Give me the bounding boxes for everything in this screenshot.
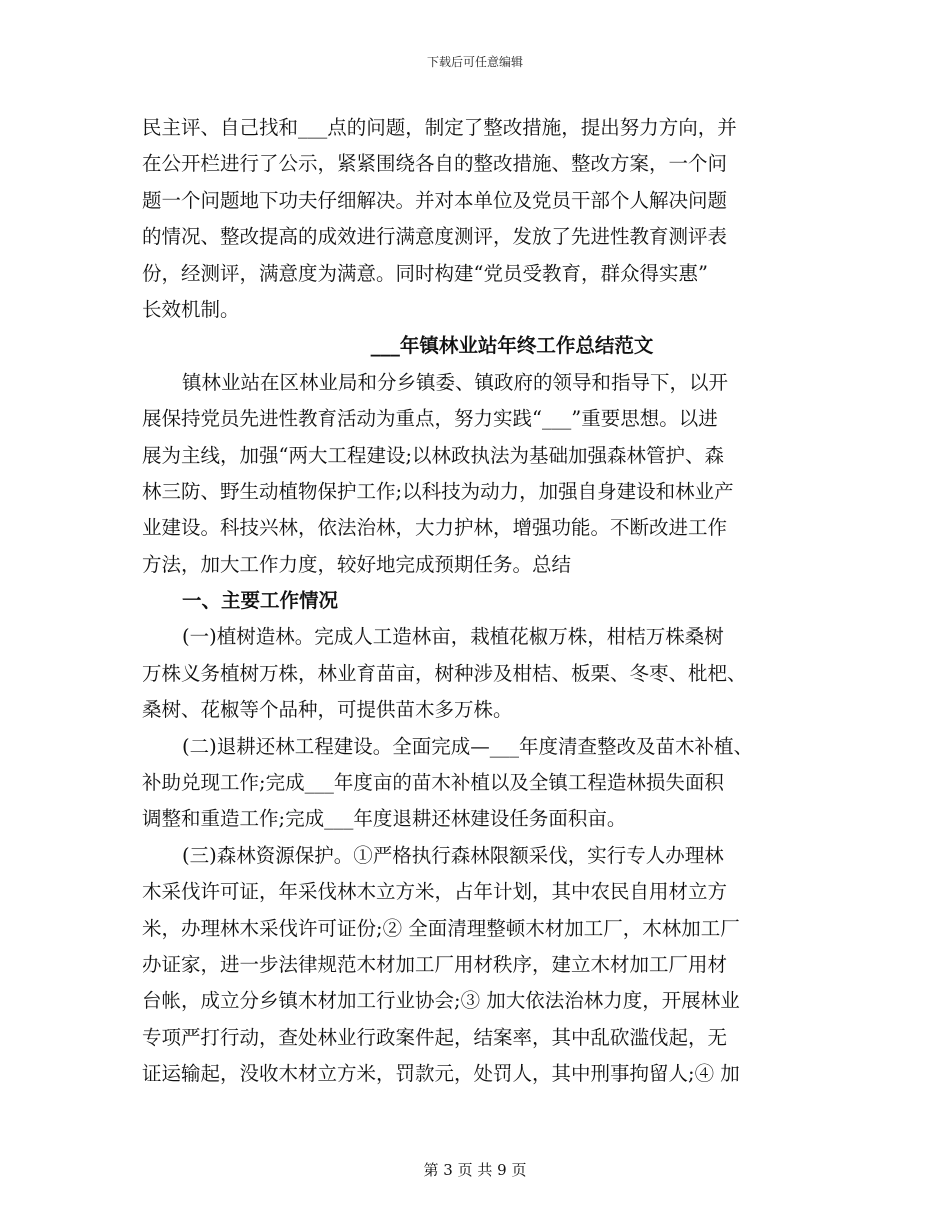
paragraph-line: 林三防、野生动植物保护工作;以科技为动力，加强自身建设和林业产 [142,479,734,503]
paragraph-line: 桑树、花椒等个品种，可提供苗木多万株。 [142,698,513,722]
page-number: 第 3 页 共 9 页 [423,1161,527,1179]
paragraph-line: 专项严打行动，查处林业行政案件起，结案率，其中乱砍滥伐起，无 [142,1025,728,1049]
paragraph-line: 万株义务植树万株，林业育苗亩，树种涉及柑桔、板栗、冬枣、枇杷、 [142,661,747,685]
paragraph-line: 展为主线，加强“两大工程建设;以林政执法为基础加强森林管护、森 [142,443,725,467]
paragraph-line: 民主评、自己找和___点的问题，制定了整改措施，提出努力方向，并 [142,116,737,139]
paragraph-line: 办证家，进一步法律规范木材加工厂用材秩序，建立木材加工厂用材 [142,952,728,976]
paragraph-line: 展保持党员先进性教育活动为重点，努力实践“___”重要思想。以进 [142,407,718,431]
document-body [142,110,822,1093]
paragraph-line: 份，经测评，满意度为满意。同时构建“党员受教育，群众得实惠” [142,261,708,285]
paragraph-line: 米，办理林木采伐许可证份;② 全面清理整顿木材加工厂，木林加工厂 [142,916,740,940]
paragraph-line: 长效机制。 [142,297,240,321]
paragraph-line: 证运输起，没收木材立方米，罚款元，处罚人，其中刑事拘留人;④ 加 [142,1062,740,1086]
paragraph-line: 题一个问题地下功夫仔细解决。并对本单位及党员干部个人解决问题 [142,188,728,212]
paragraph-line: 方法，加大工作力度，较好地完成预期任务。总结 [142,552,572,576]
paragraph-line: (三)森林资源保护。①严格执行森林限额采伐，实行专人办理林 [182,843,724,867]
paragraph-line: 木采伐许可证，年采伐林木立方米，占年计划，其中农民自用材立方 [142,880,728,904]
paragraph-line: 镇林业站在区林业局和分乡镇委、镇政府的领导和指导下，以开 [182,370,729,394]
paragraph-line: 业建设。科技兴林，依法治林，大力护林，增强功能。不断改进工作 [142,516,728,540]
paragraph-line: (一)植树造林。完成人工造林亩，栽植花椒万株，柑桔万株桑树 [182,625,724,649]
page-header-note: 下载后可任意编辑 [426,55,523,69]
paragraph-line: (二)退耕还林工程建设。全面完成—___年度清查整改及苗木补植、 [182,734,753,758]
paragraph-line: 的情况、整改提高的成效进行满意度测评，发放了先进性教育测评表 [142,225,728,249]
paragraph-line: 台帐，成立分乡镇木材加工行业协会;③ 加大依法治林力度，开展林业 [142,989,740,1013]
paragraph-line: 调整和重造工作;完成___年度退耕还林建设任务面积亩。 [142,807,627,831]
paragraph-line: 补助兑现工作;完成___年度亩的苗木补植以及全镇工程造林损失面积 [142,771,724,795]
document-title: ___年镇林业站年终工作总结范文 [370,334,654,358]
paragraph-line: 在公开栏进行了公示，紧紧围绕各自的整改措施、整改方案，一个问 [142,152,728,176]
section-heading: 一、主要工作情况 [182,589,339,613]
